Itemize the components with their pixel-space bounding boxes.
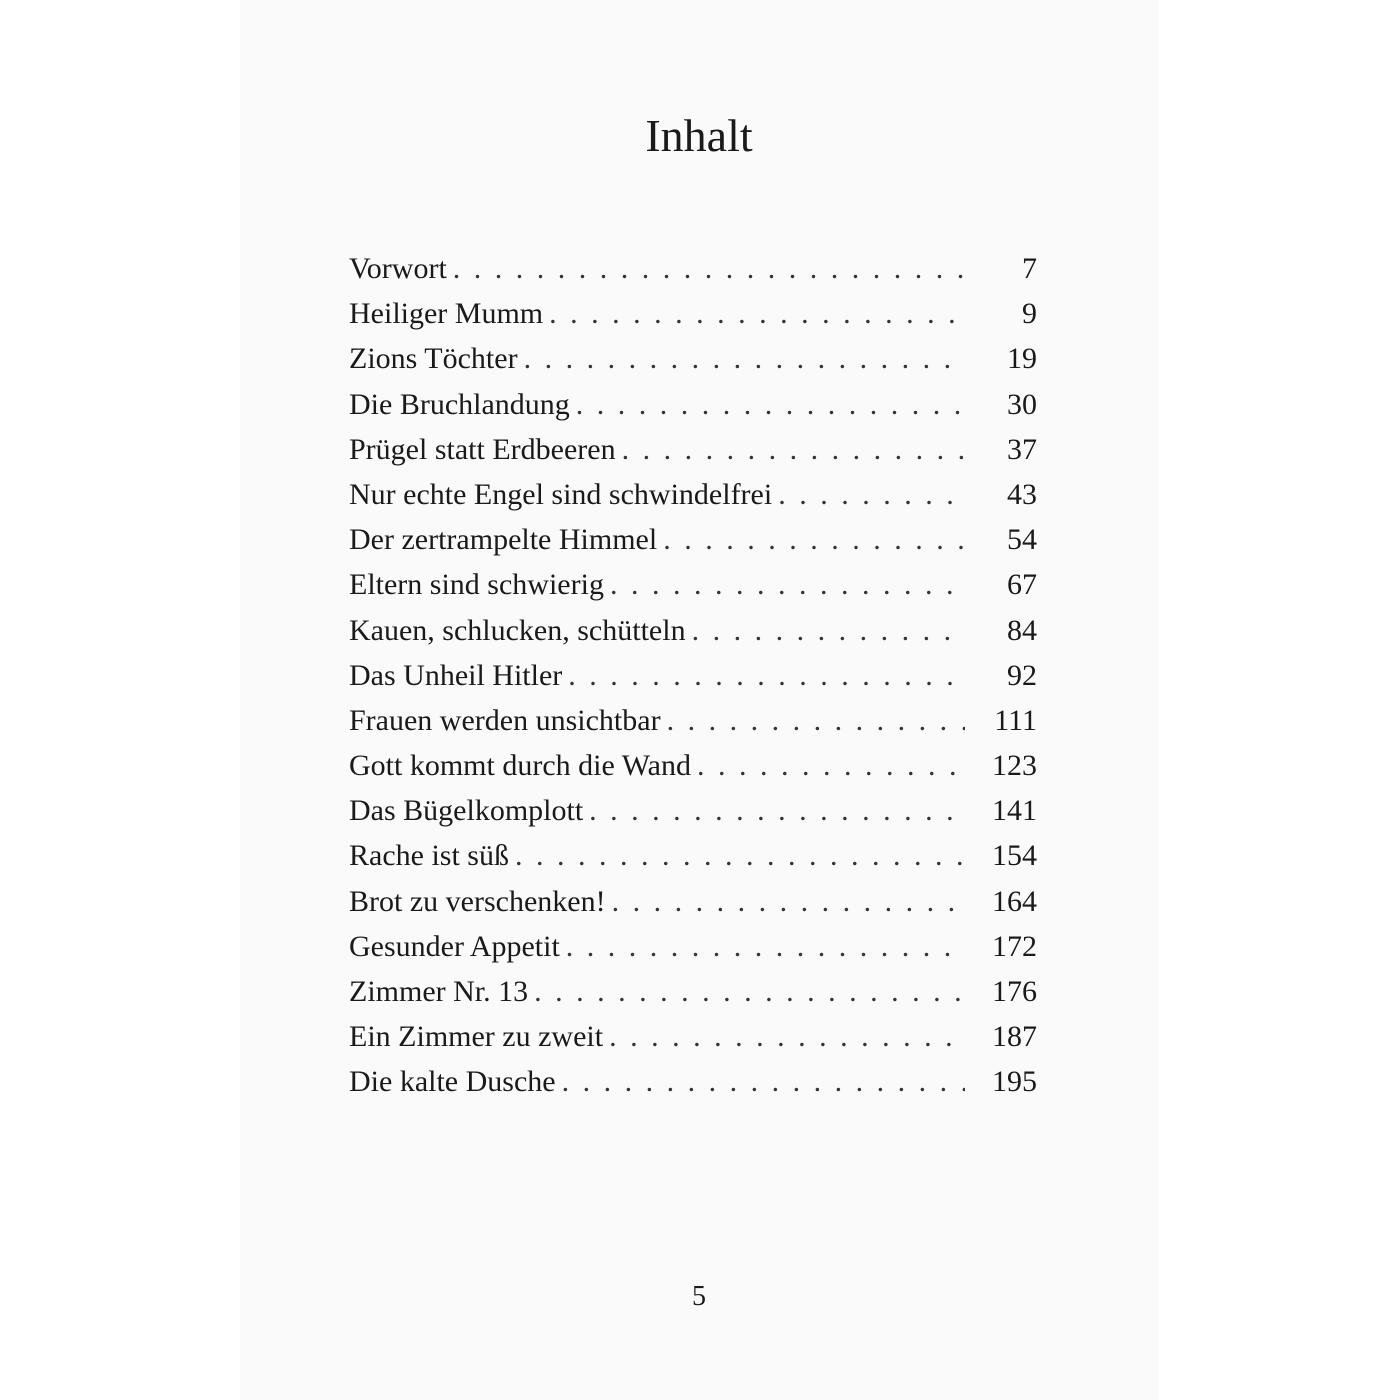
entry-page-number: 92	[1007, 658, 1037, 692]
toc-entry	[349, 653, 1037, 698]
dot-leader	[610, 562, 965, 607]
toc-entry	[349, 924, 1037, 969]
toc-entry	[349, 427, 1037, 472]
dot-leader	[576, 382, 965, 427]
entry-page-number: 67	[1007, 568, 1037, 602]
dot-leader	[692, 608, 965, 653]
entry-page-number: 9	[1022, 297, 1037, 331]
dot-leader	[515, 833, 965, 878]
toc-entry	[349, 879, 1037, 924]
entry-title: Das Bügelkomplott	[349, 794, 584, 828]
dot-leader	[667, 698, 965, 743]
entry-title: Heiliger Mumm	[349, 297, 544, 331]
entry-title: Gesunder Appetit	[349, 929, 560, 963]
page-number: 5	[692, 1281, 706, 1312]
toc-entry	[349, 382, 1037, 427]
dot-leader	[562, 1059, 965, 1104]
toc-entry	[349, 1014, 1037, 1059]
toc-entry	[349, 698, 1037, 743]
entry-page-number: 84	[1007, 613, 1037, 647]
toc-entry	[349, 833, 1037, 878]
dot-leader	[566, 924, 965, 969]
entry-page-number: 19	[1007, 342, 1037, 376]
entry-title: Die kalte Dusche	[349, 1065, 556, 1099]
toc-entry	[349, 1059, 1037, 1104]
dot-leader	[609, 1014, 965, 1059]
entry-page-number: 123	[992, 749, 1037, 783]
toc-entry	[349, 562, 1037, 607]
toc-entry	[349, 472, 1037, 517]
entry-page-number: 154	[992, 839, 1037, 873]
entry-page-number: 164	[992, 884, 1037, 918]
entry-page-number: 30	[1007, 387, 1037, 421]
entry-page-number: 176	[992, 975, 1037, 1008]
entry-title: Zimmer Nr. 13	[349, 975, 529, 1008]
dot-leader	[697, 743, 965, 788]
dot-leader	[534, 969, 965, 1014]
dot-leader	[612, 879, 965, 924]
toc-entry	[349, 336, 1037, 381]
entry-title: Gott kommt durch die Wand	[349, 749, 691, 783]
dot-leader	[568, 653, 965, 698]
entry-title: Prügel statt Erdbeeren	[349, 432, 616, 466]
toc-entry	[349, 608, 1037, 653]
dot-leader	[549, 291, 965, 336]
entry-title: Zions Töchter	[349, 342, 518, 376]
entry-page-number: 195	[992, 1065, 1037, 1099]
toc-entry	[349, 291, 1037, 336]
toc-entry	[349, 246, 1037, 291]
entry-title: Brot zu verschenken!	[349, 884, 606, 918]
entry-title: Nur echte Engel sind schwindelfrei	[349, 477, 773, 511]
toc-entry	[349, 788, 1037, 833]
entry-title: Rache ist süß	[349, 839, 509, 873]
entry-page-number: 43	[1007, 477, 1037, 511]
dot-leader	[622, 427, 965, 472]
entry-title: Eltern sind schwierig	[349, 568, 604, 602]
toc-entry	[349, 743, 1037, 788]
entry-title: Kauen, schlucken, schütteln	[349, 613, 686, 647]
dot-leader	[589, 788, 965, 833]
page-title: Inhalt	[645, 110, 753, 161]
entry-title: Frauen werden unsichtbar	[349, 703, 661, 737]
dot-leader	[524, 336, 965, 381]
entry-page-number: 172	[992, 929, 1037, 963]
table-of-contents	[349, 246, 1037, 1105]
entry-title: Ein Zimmer zu zweit	[349, 1020, 604, 1054]
entry-title: Der zertrampelte Himmel	[349, 523, 658, 557]
entry-page-number: 7	[1022, 252, 1037, 285]
entry-page-number: 141	[992, 794, 1037, 828]
dot-leader	[663, 517, 965, 562]
toc-entry	[349, 969, 1037, 1014]
toc-entry	[349, 517, 1037, 562]
entry-page-number: 37	[1007, 432, 1037, 466]
book-page	[240, 0, 1158, 1400]
entry-page-number: 111	[994, 703, 1037, 737]
entry-title: Das Unheil Hitler	[349, 658, 563, 692]
entry-title: Die Bruchlandung	[349, 387, 570, 421]
entry-page-number: 54	[1007, 523, 1037, 557]
entry-page-number: 187	[992, 1020, 1037, 1054]
entry-title: Vorwort	[349, 252, 447, 285]
dot-leader	[778, 472, 965, 517]
dot-leader	[453, 246, 965, 291]
